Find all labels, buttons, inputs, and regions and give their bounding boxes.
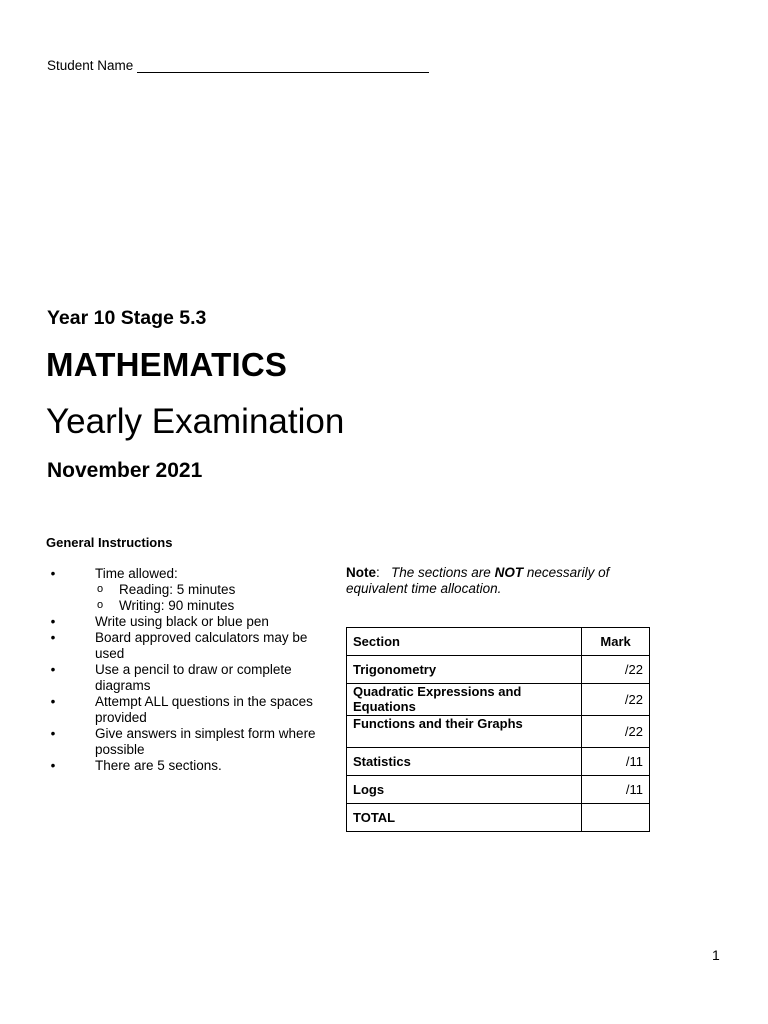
circle-bullet-icon: o [97,599,104,611]
instruction-text: Writing: 90 minutes [119,598,235,613]
note-text-before: The sections are [391,565,495,580]
bullet-icon: • [50,726,56,741]
total-mark-field [582,804,650,832]
marks-table [346,627,650,832]
table-row [347,748,650,776]
instruction-text: Write using black or blue pen [95,614,269,629]
section-mark: /11 [582,748,650,776]
list-item [47,662,337,694]
student-name-field [47,58,429,73]
instruction-text: Reading: 5 minutes [119,582,236,597]
section-name: Quadratic Expressions and Equations [347,684,582,716]
list-item [47,694,337,726]
instruction-text: Time allowed: [95,566,178,581]
instruction-text: Attempt ALL questions in the spaces provided [95,694,313,725]
note-text-after: necessarily of equivalent time allocation. [346,565,610,596]
section-mark: /22 [582,716,650,748]
sub-item [95,598,337,614]
list-item [47,582,337,598]
instruction-text: Board approved calculators may be used [95,630,308,661]
table-header-row [347,628,650,656]
instructions-heading: General Instructions [46,535,173,550]
bullet-icon: • [50,758,56,773]
instructions-list [47,566,337,774]
note-not: NOT [494,565,524,580]
bullet-icon: • [50,614,56,629]
section-mark: /22 [582,656,650,684]
section-mark: /11 [582,776,650,804]
table-row [347,804,650,832]
section-name: Functions and their Graphs [347,716,582,748]
instruction-text: Give answers in simplest form where possible [95,726,316,757]
list-item [47,630,337,662]
table-row [347,684,650,716]
page-number: 1 [712,947,720,963]
list-item [47,726,337,758]
section-mark: /22 [582,684,650,716]
list-item [47,598,337,614]
section-name: Logs [347,776,582,804]
subject-title: MATHEMATICS [46,346,288,383]
list-item [47,758,337,774]
bullet-icon: • [50,662,56,677]
student-name-line [137,58,429,73]
bullet-icon: • [50,694,56,709]
bullet-icon: • [50,566,56,581]
exam-date: November 2021 [47,459,203,482]
instruction-text: Use a pencil to draw or complete diagrams [95,662,292,693]
note-label: Note [346,565,376,580]
section-name: Trigonometry [347,656,582,684]
note: Note: The sections are NOT necessarily of equivalent time allocation. [346,565,610,596]
list-item [47,566,337,582]
list-item [47,614,337,630]
circle-bullet-icon: o [97,583,104,595]
exam-title: Yearly Examination [46,402,345,441]
year-stage: Year 10 Stage 5.3 [47,307,207,329]
table-row [347,716,650,748]
student-name-label: Student Name [47,58,134,73]
section-name: Statistics [347,748,582,776]
instruction-text: There are 5 sections. [95,758,222,773]
column-header-mark: Mark [582,628,650,656]
table-row [347,656,650,684]
table-row [347,776,650,804]
sub-item [95,582,337,598]
section-name: TOTAL [347,804,582,832]
column-header-section: Section [347,628,582,656]
bullet-icon: • [50,630,56,645]
